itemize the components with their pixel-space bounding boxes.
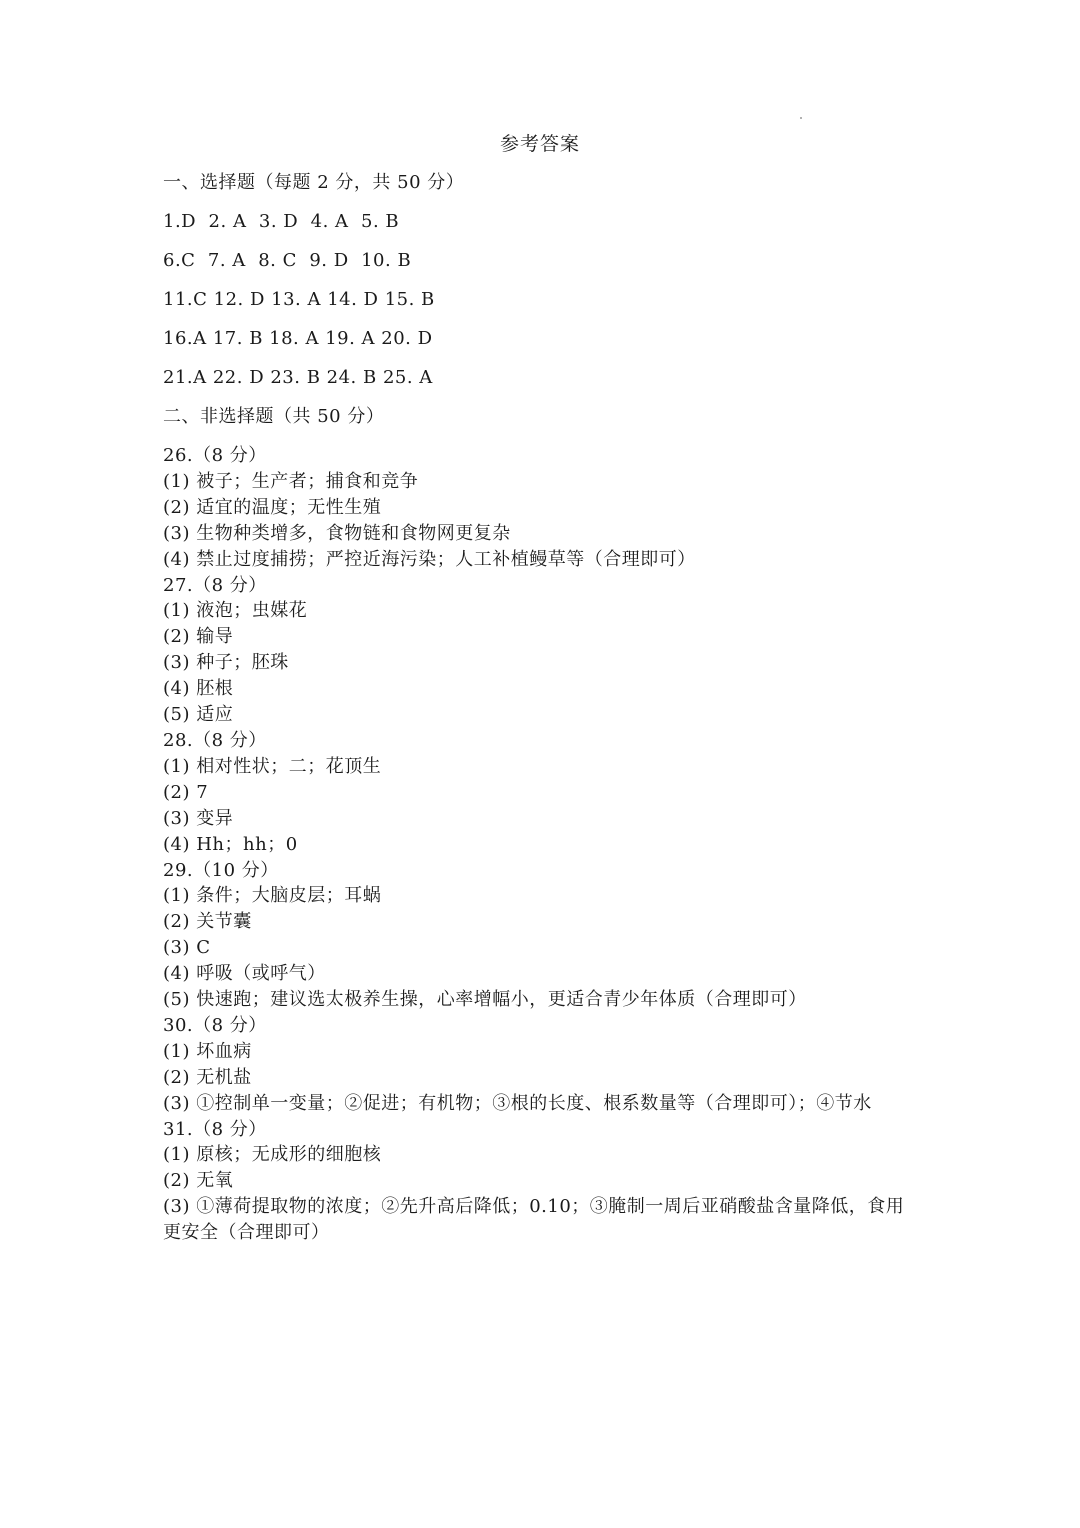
question-heading: 27.（8 分） (163, 574, 267, 596)
page-title: 参考答案 (499, 133, 580, 155)
answer-line: (3) 生物种类增多，食物链和食物网更复杂 (163, 522, 511, 544)
question-block-27 (163, 573, 913, 728)
question-heading: 31.（8 分） (163, 1118, 267, 1140)
answer-line: (1) 液泡；虫媒花 (163, 600, 308, 622)
answer-line: (4) 胚根 (163, 678, 234, 700)
question-block-29 (163, 858, 913, 1013)
answer-line: (1) 原核；无成形的细胞核 (163, 1144, 382, 1166)
answer-line: (3) ①薄荷提取物的浓度；②先升高后降低；0.10；③腌制一周后亚硝酸盐含量降低，食用更安全（合理即可） (163, 1196, 905, 1244)
answer-line: (5) 快速跑；建议选太极养生操，心率增幅小，更适合青少年体质（合理即可） (163, 989, 807, 1011)
answer-content (163, 170, 913, 1246)
answer-line: (5) 适应 (163, 704, 234, 726)
choice-answer-row: 21.A 22. D 23. B 24. B 25. A (163, 367, 433, 388)
answer-line: (2) 无机盐 (163, 1066, 252, 1088)
question-block-26 (163, 443, 913, 573)
answer-line: (4) 禁止过度捕捞；严控近海污染；人工补植鳗草等（合理即可） (163, 548, 696, 570)
answer-line: (1) 坏血病 (163, 1040, 252, 1062)
answer-line: (4) 呼吸（或呼气） (163, 963, 326, 985)
choice-answer-row: 6.C 7. A 8. C 9. D 10. B (163, 250, 412, 271)
question-heading: 26.（8 分） (163, 445, 267, 466)
answer-line: (3) 种子；胚珠 (163, 652, 289, 674)
section-heading-non-choice: 二、非选择题（共 50 分） (163, 406, 385, 427)
choice-answer-row: 1.D 2. A 3. D 4. A 5. B (163, 211, 400, 232)
question-heading: 29.（10 分） (163, 859, 279, 881)
answer-line: (2) 输导 (163, 626, 234, 648)
answer-line: (2) 无氧 (163, 1170, 234, 1192)
answer-line: (2) 7 (163, 781, 209, 803)
answer-line: (1) 条件；大脑皮层；耳蜗 (163, 885, 382, 907)
answer-line: (1) 相对性状；二；花顶生 (163, 755, 382, 777)
question-heading: 28.（8 分） (163, 729, 267, 751)
answer-line: (4) Hh；hh；0 (163, 833, 298, 855)
answer-line: (3) ①控制单一变量；②促进；有机物；③根的长度、根系数量等（合理即可）；④节水 (163, 1092, 872, 1114)
answer-line: (2) 关节囊 (163, 911, 252, 933)
question-block-28 (163, 728, 913, 858)
section-heading-multiple-choice: 一、选择题（每题 2 分，共 50 分） (163, 172, 465, 193)
answer-line: (3) 变异 (163, 807, 234, 829)
scan-speck (800, 117, 802, 119)
question-block-30 (163, 1013, 913, 1117)
question-heading: 30.（8 分） (163, 1014, 267, 1036)
question-block-31 (163, 1117, 913, 1247)
choice-answer-row: 16.A 17. B 18. A 19. A 20. D (163, 328, 433, 349)
answer-line: (2) 适宜的温度；无性生殖 (163, 496, 382, 518)
choice-answer-row: 11.C 12. D 13. A 14. D 15. B (163, 289, 435, 310)
answer-line: (3) C (163, 937, 211, 959)
answer-line: (1) 被子；生产者；捕食和竞争 (163, 470, 419, 492)
